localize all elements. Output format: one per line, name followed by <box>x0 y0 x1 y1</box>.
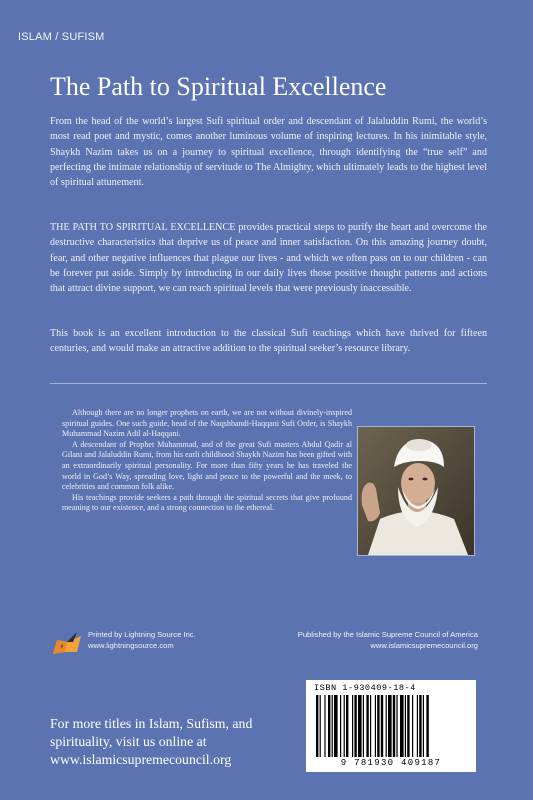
lightning-source-logo-icon <box>51 630 83 656</box>
author-portrait <box>357 426 475 556</box>
publisher-info <box>271 630 478 651</box>
description-paragraph-3: This book is an excellent introduction to the classical Sufi teachings which have thrived for fifteen centuries, and would make an attractive addition to the spiritual seeker’s resource library. <box>50 328 487 355</box>
printer-info <box>88 630 196 651</box>
description-paragraph-1: From the head of the world’s largest Sufi spiritual order and descendant of Jalaluddin Rumi, the world’s most read poet and mystic, comes another luminous volume of inspiring lectures. In his inimitable style, Shaykh Nazim takes us on a journey to spiritual excellence, through identifying the “true self” and perfecting the intimate relationship of servitude to The Almighty, which ultimately leads to the highest level of spiritual attunement. <box>50 116 487 189</box>
book-title: The Path to Spiritual Excellence <box>50 72 387 101</box>
barcode-icon <box>316 695 466 757</box>
barcode-digits: 9 781930 409187 <box>340 758 442 768</box>
printer-name: Printed by Lightning Source Inc. <box>88 630 196 639</box>
printer-url[interactable]: www.lightningsource.com <box>88 640 174 650</box>
bio-paragraph-1: Although there are no longer prophets on earth, we are not without divinely-inspired spiritual guides. One such guide, head of the Naqshbandi-Haqqani Sufi Order, is Shaykh Muhammad Nazim Adil al-Haqqani. <box>62 408 352 439</box>
author-bio <box>62 408 352 514</box>
more-titles-text: For more titles in Islam, Sufism, and spirituality, visit us online at www.islamicsupremecouncil.org <box>50 716 253 768</box>
category-label: ISLAM / SUFISM <box>18 31 105 43</box>
isbn-barcode <box>306 680 476 772</box>
isbn-number: ISBN 1-930409-18-4 <box>314 683 416 693</box>
publisher-name: Published by the Islamic Supreme Council of America <box>297 630 478 639</box>
bio-paragraph-3: His teachings provide seekers a path through the spiritual secrets that give profound meaning to our existence, and a strong connection to the ethereal. <box>62 492 352 513</box>
portrait-illustration <box>358 427 474 555</box>
publisher-url[interactable]: www.islamicsupremecouncil.org <box>370 640 478 650</box>
description-paragraph-2: THE PATH TO SPIRITUAL EXCELLENCE provides practical steps to purify the heart and overcome the destructive characteristics that deprive us of peace and inner satisfaction. On this amazing journey doubt, fear, and other negative influences that plague our lives - and which we often pass on to our children - can be forever put aside. Simply by introducing in our daily lives those positive thought patterns and actions that attract divine support, we can reach spiritual levels that were previously inaccessible. <box>50 222 487 295</box>
section-divider <box>50 383 487 384</box>
bio-paragraph-2: A descendant of Prophet Muhammad, and of the great Sufi masters Abdul Qadir al Gilani and Jalaluddin Rumi, from his earli childhood Shaykh Nazim has been gifted with an extraordinarily spiritual personality. For more than fifty years he has traveled the world in God’s Way, spreading love, light and peace to the powerful and the meek, to celebrities and common folk alike. <box>62 439 352 492</box>
